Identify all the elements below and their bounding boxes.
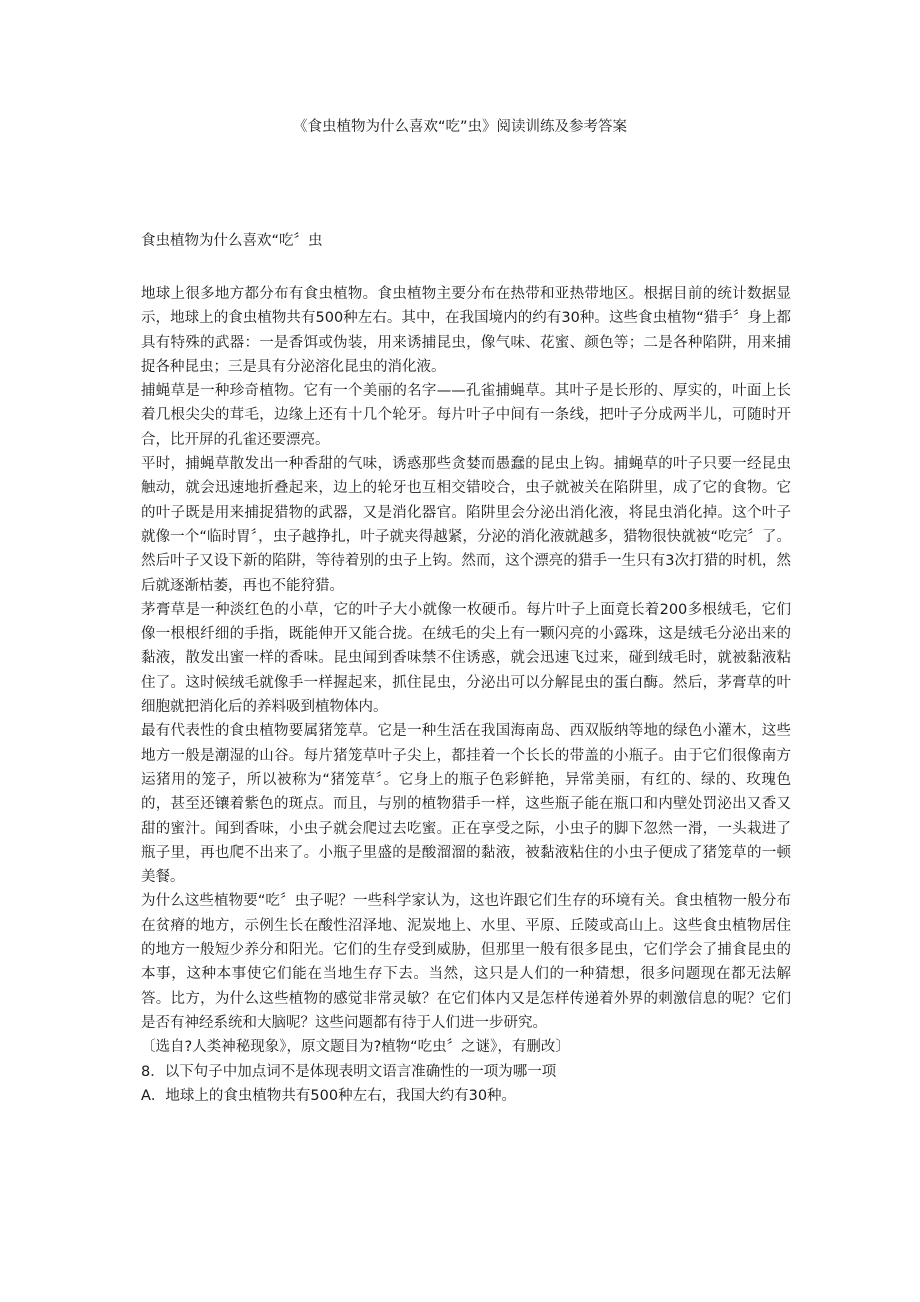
article-title: 食虫植物为什么喜欢“吃〞虫 bbox=[141, 233, 323, 249]
source-note: 〔选自?人类神秘现象》，原文题目为?植物“吃虫〞之谜》，有删改〕 bbox=[141, 1039, 570, 1056]
article-body bbox=[141, 282, 791, 1108]
paragraph-sundew: 茅膏草是一种淡红色的小草，它的叶子大小就像一枚硬币。每片叶子上面竟长着200多根绒毛，它们像一根根纤细的手指，既能伸开又能合拢。在绒毛的尖上有一颗闪亮的小露珠，这是绒毛分泌出来的黏液，散发出蜜一样的香味。昆虫闻到香味禁不住诱惑，就会迅速飞过来，碰到绒毛时，就被黏液粘住了。这时候绒毛就像手一样握起来，抓住昆虫，分泌出可以分解昆虫的蛋白酶。然后，茅膏草的叶细胞就把消化后的养料吸到植物体内。 bbox=[141, 601, 791, 716]
paragraph-pitcher-plant: 最有代表性的食虫植物要属猪笼草。它是一种生活在我国海南岛、西双版纳等地的绿色小灌木，这些地方一般是潮湿的山谷。每片猪笼草叶子尖上，都挂着一个长长的带盖的小瓶子。由于它们很像南方运猪用的笼子，所以被称为“猪笼草〞。它身上的瓶子色彩鲜艳，异常美丽，有红的、绿的、玫瑰色的，甚至还镶着紫色的斑点。而且，与别的植物猎手一样，这些瓶子能在瓶口和内壁处罚泌出又香又甜的蜜汁。闻到香味，小虫子就会爬过去吃蜜。正在享受之际，小虫子的脚下忽然一滑，一头栽进了瓶子里，再也爬不出来了。小瓶子里盛的是酸溜溜的黏液，被黏液粘住的小虫子便成了猪笼草的一顿美餐。 bbox=[141, 723, 791, 886]
paragraph-intro: 地球上很多地方都分布有食虫植物。食虫植物主要分布在热带和亚热带地区。根据目前的统计数据显示，地球上的食虫植物共有500种左右。其中，在我国境内的约有30种。这些食虫植物“猎手〞身上都具有特殊的武器：一是香饵或伪装，用来诱捕昆虫，像气味、花蜜、颜色等；二是各种陷阱，用来捕捉各种昆虫；三是具有分泌溶化昆虫的消化液。 bbox=[141, 286, 791, 375]
question-8: 8．以下句子中加点词不是体现表明文语言准确性的一项为哪一项 bbox=[141, 1063, 557, 1080]
document-title: 《食虫植物为什么喜欢“吃”虫》阅读训练及参考答案 bbox=[292, 119, 628, 135]
paragraph-why: 为什么这些植物要“吃〞虫子呢？一些科学家认为，这也许跟它们生存的环境有关。食虫植物一般分布在贫瘠的地方，示例生长在酸性沼泽地、泥炭地上、水里、平原、丘陵或高山上。这些食虫植物居住的地方一般短少养分和阳光。它们的生存受到威胁，但那里一般有很多昆虫，它们学会了捕食昆虫的本事，这种本事使它们能在当地生存下去。当然，这只是人们的一种猜想，很多问题现在都无法解答。比方，为什么这些植物的感觉非常灵敏？在它们体内又是怎样传递着外界的刺激信息的呢？它们是否有神经系统和大脑呢？这些问题都有待于人们进一步研究。 bbox=[141, 893, 791, 1031]
paragraph-flytrap-hunting: 平时，捕蝇草散发出一种香甜的气味，诱惑那些贪婪而愚蠢的昆虫上钩。捕蝇草的叶子只要一经昆虫触动，就会迅速地折叠起来，边上的轮牙也互相交错咬合，虫子就被关在陷阱里，成了它的食物。它的叶子既是用来捕捉猎物的武器，又是消化器官。陷阱里会分泌出消化液，将昆虫消化掉。这个叶子就像一个“临时胃〞，虫子越挣扎，叶子就夹得越紧，分泌的消化液就越多，猎物很快就被“吃完〞了。然后叶子又设下新的陷阱，等待着别的虫子上钩。然而，这个漂亮的猎手一生只有3次打猎的时机，然后就逐渐枯萎，再也不能狩猎。 bbox=[141, 456, 791, 594]
option-a: A．地球上的食虫植物共有500种左右，我国大约有30种。 bbox=[141, 1087, 517, 1104]
paragraph-flytrap-intro: 捕蝇草是一种珍奇植物。它有一个美丽的名字——孔雀捕蝇草。其叶子是长形的、厚实的，叶面上长着几根尖尖的茸毛，边缘上还有十几个轮牙。每片叶子中间有一条线，把叶子分成两半儿，可随时开合，比开屏的孔雀还要漂亮。 bbox=[141, 383, 791, 448]
